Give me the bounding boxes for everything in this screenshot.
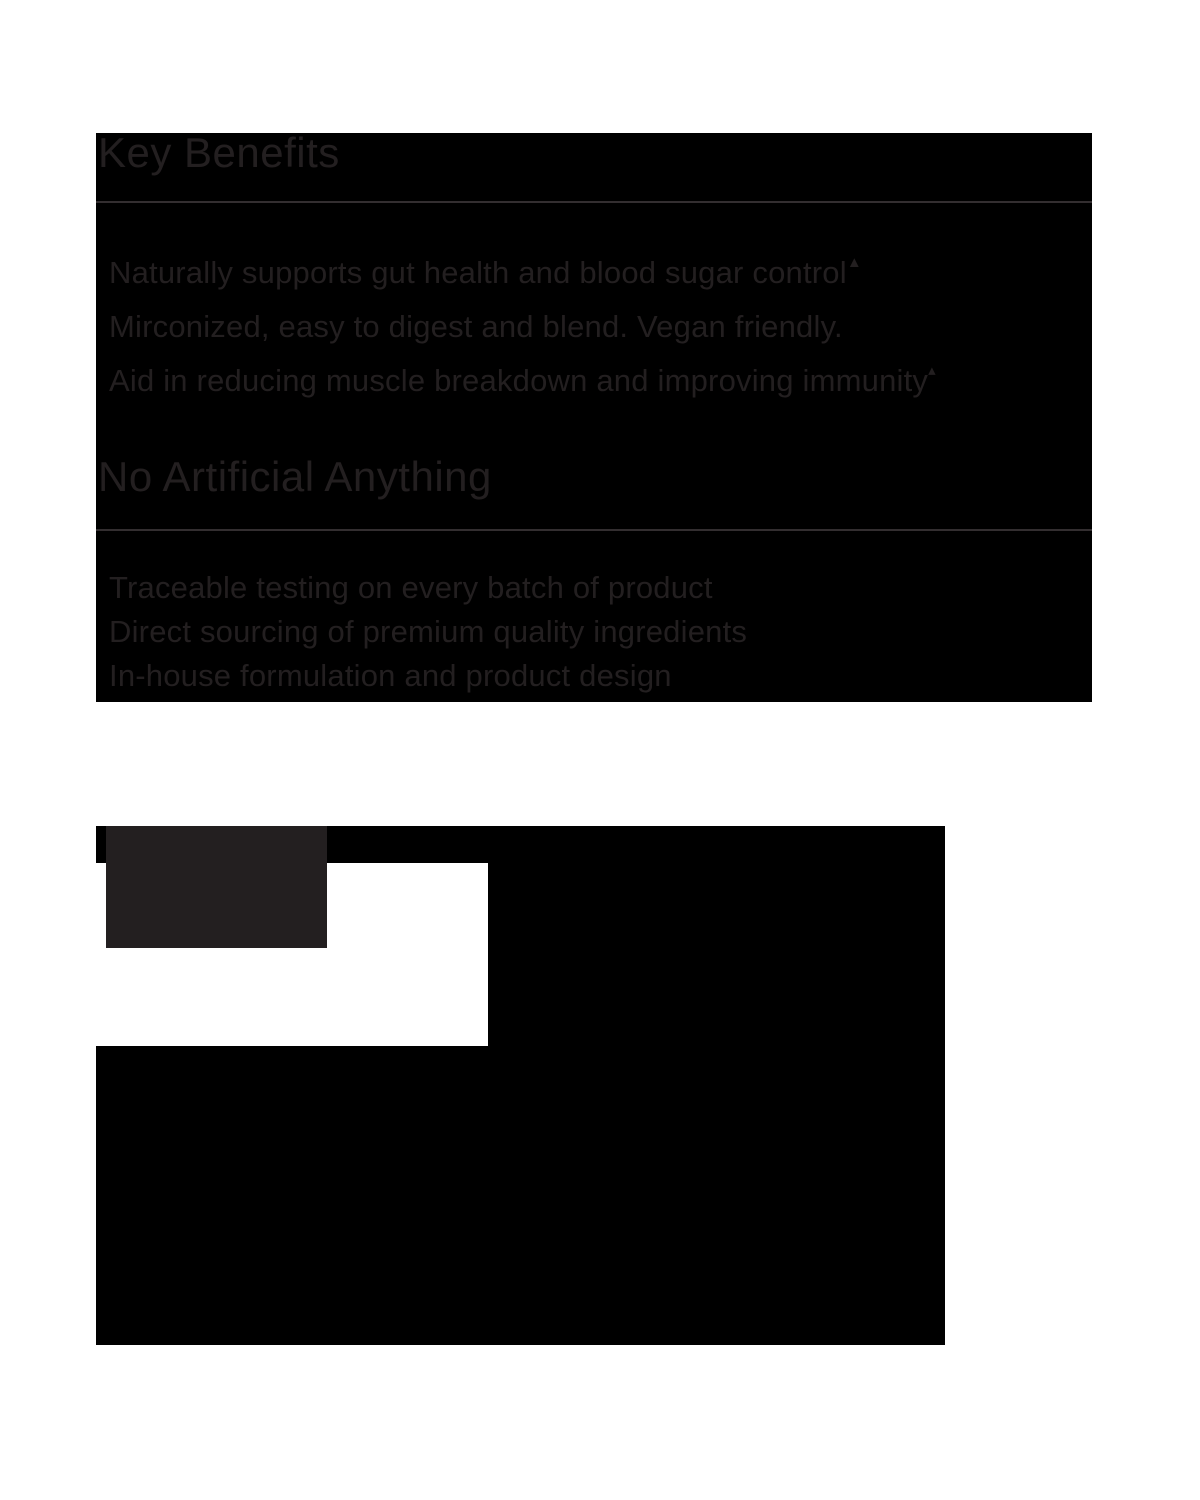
key-benefits-title: Key Benefits (98, 133, 340, 176)
benefit-item: Aid in reducing muscle breakdown and improving immunity▴ (109, 362, 936, 398)
quality-item: Direct sourcing of premium quality ingredients (109, 614, 748, 649)
divider (96, 529, 1092, 531)
benefits-panel (96, 133, 1092, 702)
image-placeholder-right (488, 863, 945, 1046)
benefit-item: Mirconized, easy to digest and blend. Vegan friendly. (109, 309, 843, 344)
disclaimer-triangle-icon: ▲ (846, 254, 862, 271)
key-benefits-list (109, 241, 936, 403)
quality-item: Traceable testing on every batch of product (109, 570, 713, 605)
divider (96, 201, 1092, 203)
quality-item: In-house formulation and product design (109, 658, 672, 693)
image-placeholder-bottom (96, 1046, 945, 1345)
quality-list (109, 566, 747, 698)
no-artificial-title: No Artificial Anything (98, 453, 492, 500)
disclaimer-triangle-icon: ▴ (928, 362, 936, 379)
thumbnail-placeholder (106, 826, 327, 948)
benefit-item: Naturally supports gut health and blood sugar control▲ (109, 254, 862, 290)
